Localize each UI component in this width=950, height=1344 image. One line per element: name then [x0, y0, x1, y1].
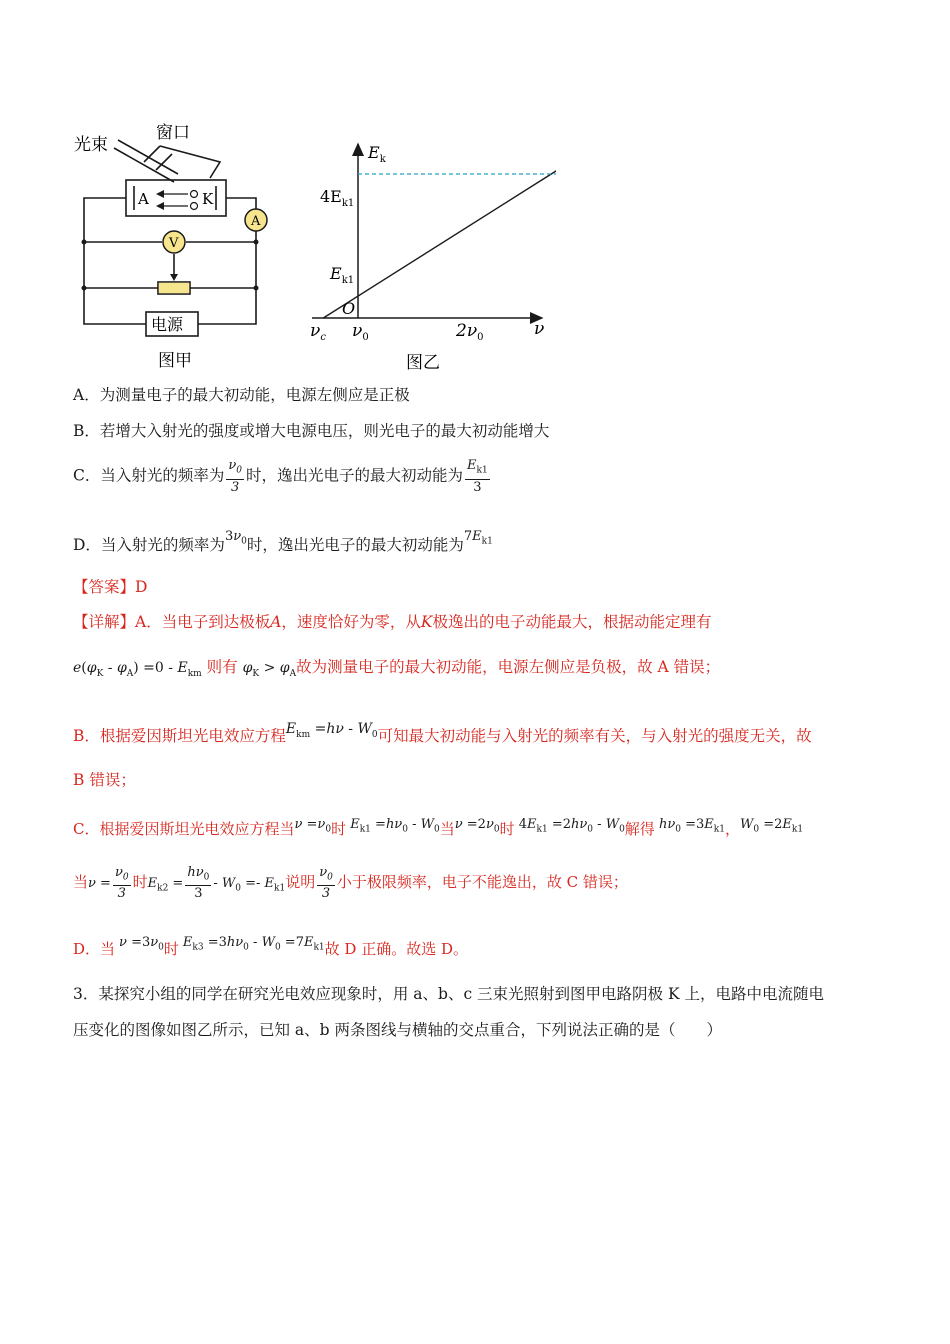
option-c-mid: 时，逸出光电子的最大初动能为 — [246, 466, 464, 485]
option-b: B．若增大入射光的强度或增大电源电压，则光电子的最大初动能增大 — [73, 422, 550, 440]
option-a: A．为测量电子的最大初动能，电源左侧应是正极 — [73, 386, 410, 404]
explain-line7: D．当 $\nu =3\nu_0$时 $E_{k3} =3h\nu_0 - W_0 =7E_{k1}$故 D 正确。故选 D。 — [73, 935, 469, 958]
option-c-energy: $\frac{E_{k1}}{3}$ — [467, 458, 488, 495]
option-d-mid: 时，逸出光电子的最大初动能为 — [246, 536, 464, 554]
kinetic-eq: $e(\varphi_K - \varphi_A) =0 - E_{km}$ — [73, 660, 202, 679]
option-d-freq: 3ν0 — [224, 529, 247, 547]
ammeter-symbol: A — [251, 214, 261, 229]
option-c — [73, 458, 492, 495]
option-c-freq: $\frac{\nu_0}{3}$ — [228, 458, 243, 495]
chuangkou-label: 窗口 — [156, 123, 190, 143]
explain-line6: 当ν = $\frac{\nu_0}{3}$ 时$E_{k2}$ = $\frac{h\nu_0}{3}$ - $W_0 =- E_{k1}$说明 $\frac{\nu_0}{3}$ 小于极限频率，电子不能逸出，故 C 错误； — [73, 864, 628, 902]
tick-nu0: $\nu_0$ — [352, 321, 369, 343]
explain-line1: 【详解】A．当电子到达极板A，速度恰好为零，从K极逸出的电子动能最大，根据动能定理有 — [73, 613, 712, 631]
electrode-A-label: A — [138, 190, 149, 208]
explain-line2: $e(\varphi_K - \varphi_A) =0 - E_{km}$ 则有 $\varphi_K > \varphi_A$故为测量电子的最大初动能，电源左侧应是负极，故 A 错误； — [73, 658, 721, 679]
tick-ek1: $E_{k1}$ — [330, 264, 355, 286]
x-axis-label: ν — [534, 319, 545, 339]
origin-label: O — [342, 299, 356, 318]
option-d-prefix: D．当入射光的频率为 — [73, 536, 225, 554]
figure-jia-circuit — [60, 118, 290, 380]
figure-yi-caption: 图乙 — [406, 353, 440, 373]
source-label: 电源 — [151, 315, 184, 334]
guangshu-label: 光束 — [74, 135, 108, 155]
electrode-K-label: K — [202, 190, 214, 208]
explain-line3: B．根据爱因斯坦光电效应方程$E_{km} =h\nu - W_0$可知最大初动能与入射光的频率有关，与入射光的强度无关，故 — [73, 721, 812, 745]
figure-jia-caption: 图甲 — [158, 351, 192, 371]
einstein-eq: $E_{km} =h\nu - W_0$ — [285, 721, 378, 740]
y-axis-label: $E_k$ — [368, 143, 386, 165]
answer-label: 【答案】D — [73, 578, 148, 596]
question3-line2: 压变化的图像如图乙所示，已知 a、b 两条图线与横轴的交点重合，下列说法正确的是（ ） — [73, 1021, 723, 1039]
option-d-energy: 7Ek1 — [463, 529, 493, 547]
explain-line4: B 错误； — [73, 771, 136, 789]
option-d — [73, 520, 493, 562]
question3-line1: 3．某探究小组的同学在研究光电效应现象时，用 a、b、c 三束光照射到图甲电路阴极 K 上，电路中电流随电 — [73, 985, 824, 1003]
figure-yi-graph — [306, 138, 556, 378]
voltmeter-symbol: V — [169, 236, 179, 251]
explain-line5: C．根据爱因斯坦光电效应方程当$\nu =\nu_0$时 $E_{k1} =h\nu_0 - W_0$当$\nu =2\nu_0$时 $4E_{k1} =2h\nu_0 - W_0$解得 $h\nu_0 =3E_{k1}$，$W_0 =2E_{k1}$ — [73, 817, 804, 838]
option-c-prefix: C．当入射光的频率为 — [73, 466, 225, 485]
tick-2nu0: $2\nu_0$ — [456, 321, 484, 343]
potential-ineq: $\varphi_K > \varphi_A$ — [242, 660, 297, 679]
tick-4ek1: $4E_{k1}$ — [320, 187, 355, 209]
tick-nuc: $\nu_c$ — [310, 321, 326, 343]
